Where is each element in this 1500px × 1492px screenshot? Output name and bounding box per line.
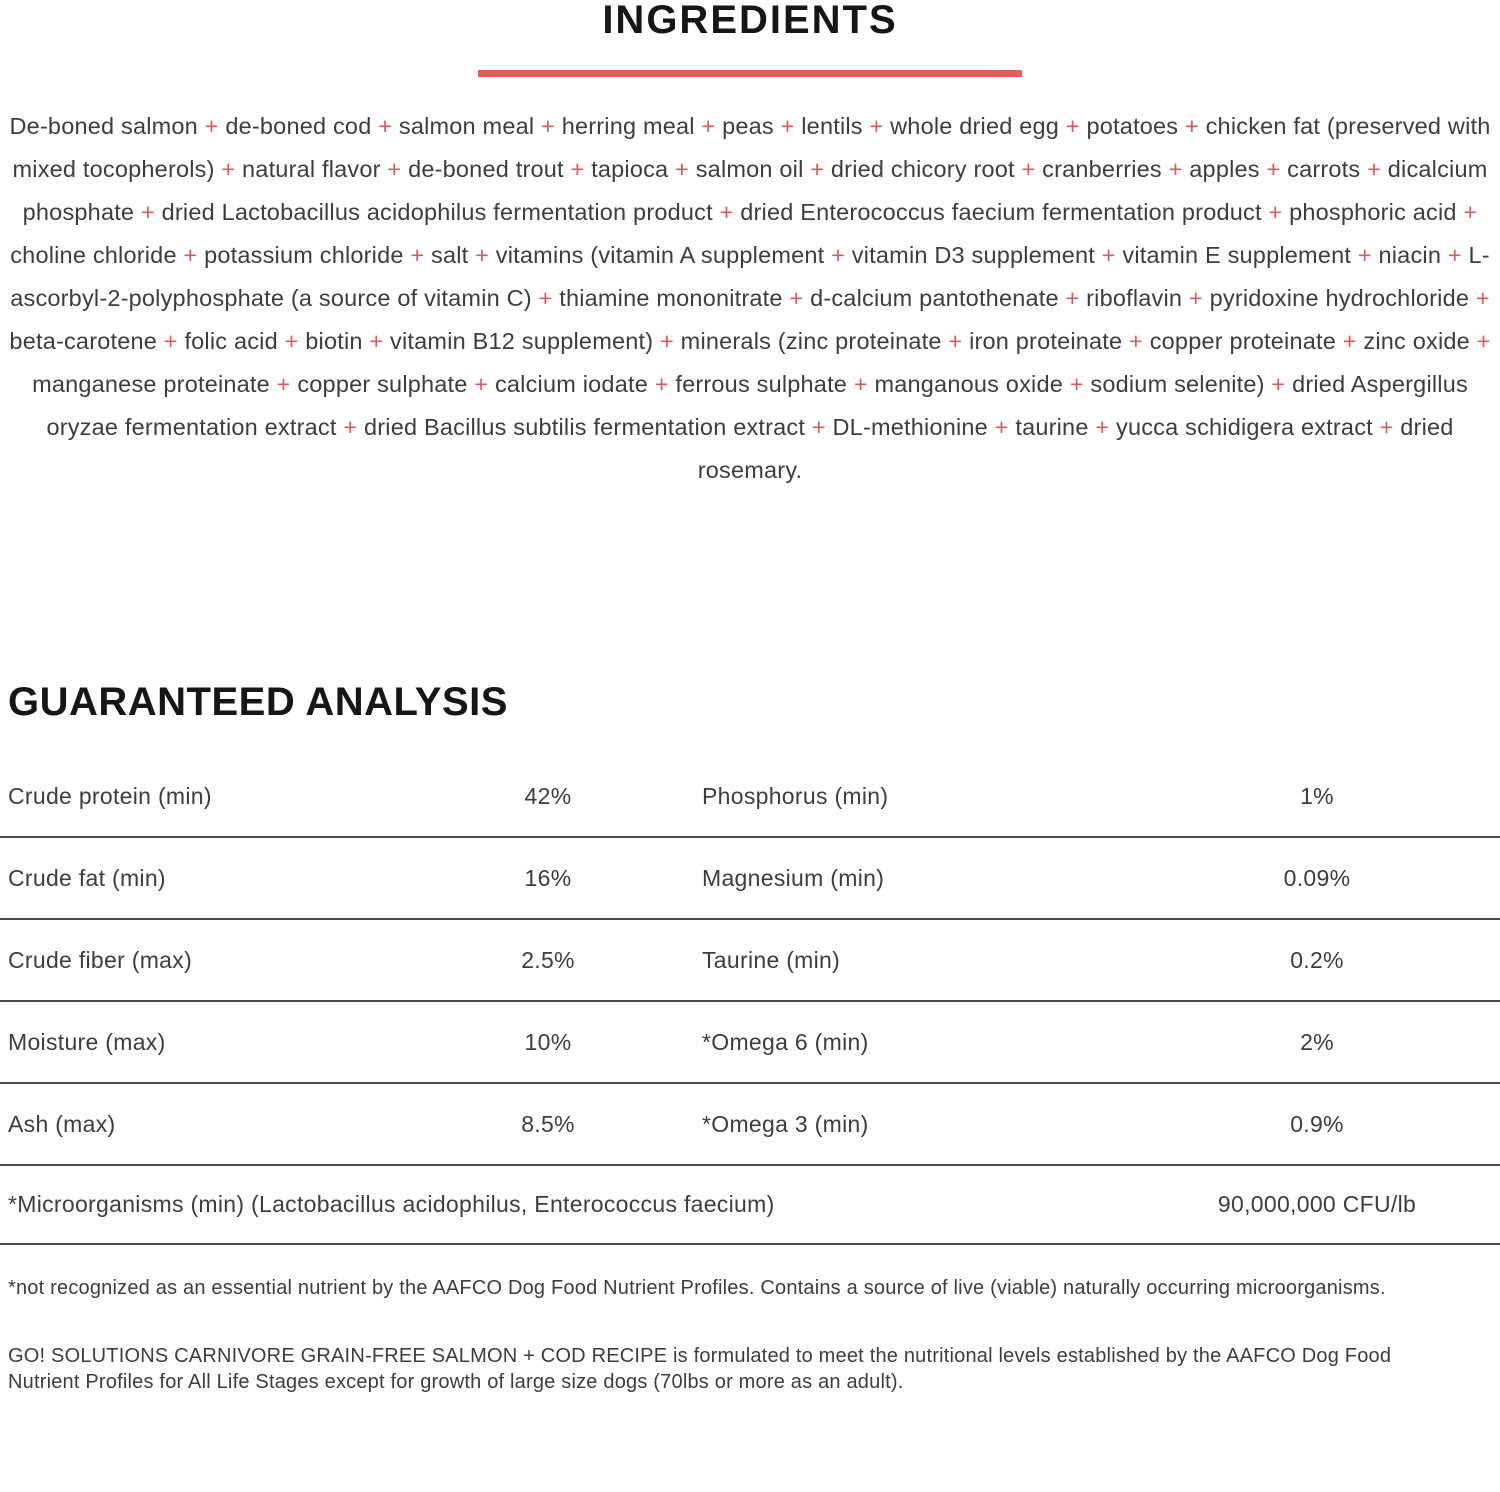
plus-separator: + bbox=[824, 242, 852, 268]
plus-separator: + bbox=[214, 156, 243, 182]
plus-separator: + bbox=[803, 156, 831, 182]
plus-separator: + bbox=[653, 328, 681, 354]
plus-separator: + bbox=[1351, 242, 1379, 268]
nutrient-label: *Omega 3 (min) bbox=[702, 1110, 869, 1137]
plus-separator: + bbox=[336, 414, 364, 440]
asterisk-footnote: *not recognized as an essential nutrient by the AAFCO Dog Food Nutrient Profiles. Contains a source of live (viable) naturally occurring microorganisms. bbox=[8, 1277, 1386, 1299]
nutrient-value: 42% bbox=[524, 782, 572, 809]
plus-separator: + bbox=[1063, 371, 1091, 397]
nutrient-label: Moisture (max) bbox=[8, 1028, 166, 1055]
nutrient-label: *Omega 6 (min) bbox=[702, 1028, 869, 1055]
plus-separator: + bbox=[847, 371, 875, 397]
plus-separator: + bbox=[782, 285, 811, 311]
plus-separator: + bbox=[987, 414, 1016, 440]
plus-separator: + bbox=[1014, 156, 1043, 182]
ingredients-section bbox=[0, 0, 1500, 492]
plus-separator: + bbox=[1058, 285, 1087, 311]
plus-separator: + bbox=[1088, 414, 1116, 440]
plus-separator: + bbox=[1178, 113, 1206, 139]
plus-separator: + bbox=[773, 113, 802, 139]
guaranteed-analysis-section bbox=[0, 682, 1500, 1245]
nutrient-label: Taurine (min) bbox=[702, 946, 841, 973]
plus-separator: + bbox=[1095, 242, 1123, 268]
ingredients-text: De-boned salmon + de-boned cod + salmon meal + herring meal + peas + lentils + whole dried egg + potatoes + chicken fat (preserved with mixed tocopherols) + natural flavor + de-boned trout + tapioca + salmon oil + dried chicory root + cranberries + apples + carrots + dicalcium phosphate + dried Lactobacillus acidophilus fermentation product + dried Enterococcus faecium fermentation product + phosphoric acid + choline chloride + potassium chloride + salt + vitamins (vitamin A supplement + vitamin D3 supplement + vitamin E supplement + niacin + L-ascorbyl-2-polyphosphate (a source of vitamin C) + thiamine mononitrate + d-calcium pantothenate + riboflavin + pyridoxine hydrochloride + beta-carotene + folic acid + biotin + vitamin B12 supplement) + minerals (zinc proteinate + iron proteinate + copper proteinate + zinc oxide + manganese proteinate + copper sulphate + calcium iodate + ferrous sulphate + manganous oxide + sodium selenite) + dried Aspergillus oryzae fermentation extract + dried Bacillus subtilis fermentation extract + DL-methionine + taurine + yucca schidigera extract + dried rosemary. bbox=[9, 113, 1491, 483]
nutrient-value: 10% bbox=[524, 1028, 572, 1055]
plus-separator: + bbox=[468, 242, 496, 268]
nutrient-label: *Microorganisms (min) (Lactobacillus acidophilus, Enterococcus faecium) bbox=[8, 1191, 775, 1217]
nutrient-label: Magnesium (min) bbox=[702, 864, 885, 891]
plus-separator: + bbox=[805, 414, 833, 440]
aafco-statement: GO! SOLUTIONS CARNIVORE GRAIN-FREE SALMON + COD RECIPE is formulated to meet the nutritional levels established by the AAFCO Dog Food Nutrient Profiles for All Life Stages except for growth of large size dogs (70lbs or more as an adult). bbox=[8, 1345, 1392, 1393]
nutrient-value: 1% bbox=[1300, 782, 1334, 809]
plus-separator: + bbox=[380, 156, 409, 182]
plus-separator: + bbox=[1059, 113, 1087, 139]
nutrient-value: 90,000,000 CFU/lb bbox=[1217, 1191, 1417, 1217]
table-row-microorganisms bbox=[0, 1166, 1500, 1245]
nutrient-value: 0.09% bbox=[1283, 864, 1351, 891]
plus-separator: + bbox=[1441, 242, 1469, 268]
nutrient-value: 8.5% bbox=[521, 1110, 575, 1137]
nutrient-label: Crude protein (min) bbox=[8, 782, 212, 809]
table-row bbox=[0, 1084, 1500, 1166]
plus-separator: + bbox=[197, 113, 226, 139]
plus-separator: + bbox=[134, 199, 162, 225]
nutrient-label: Ash (max) bbox=[8, 1110, 116, 1137]
nutrient-value: 0.2% bbox=[1290, 946, 1344, 973]
nutrient-value: 16% bbox=[524, 864, 572, 891]
plus-separator: + bbox=[1182, 285, 1210, 311]
plus-separator: + bbox=[1372, 414, 1401, 440]
nutrient-value: 2.5% bbox=[521, 946, 575, 973]
plus-separator: + bbox=[277, 328, 306, 354]
plus-separator: + bbox=[694, 113, 723, 139]
plus-separator: + bbox=[1360, 156, 1388, 182]
table-row bbox=[0, 756, 1500, 838]
plus-separator: + bbox=[1261, 199, 1290, 225]
nutrient-value: 2% bbox=[1300, 1028, 1334, 1055]
plus-separator: + bbox=[362, 328, 391, 354]
plus-separator: + bbox=[862, 113, 891, 139]
plus-separator: + bbox=[371, 113, 399, 139]
plus-separator: + bbox=[1122, 328, 1150, 354]
plus-separator: + bbox=[668, 156, 696, 182]
plus-separator: + bbox=[563, 156, 592, 182]
plus-separator: + bbox=[403, 242, 432, 268]
nutrient-value: 0.9% bbox=[1290, 1110, 1344, 1137]
table-row bbox=[0, 1002, 1500, 1084]
nutrient-label: Crude fat (min) bbox=[8, 864, 166, 891]
plus-separator: + bbox=[534, 113, 562, 139]
plus-separator: + bbox=[647, 371, 676, 397]
plus-separator: + bbox=[1264, 371, 1293, 397]
nutrient-label: Crude fiber (max) bbox=[8, 946, 193, 973]
ingredients-title: INGREDIENTS bbox=[602, 0, 898, 42]
plus-separator: + bbox=[941, 328, 970, 354]
plus-separator: + bbox=[467, 371, 495, 397]
plus-separator: + bbox=[1469, 328, 1491, 354]
plus-separator: + bbox=[1336, 328, 1364, 354]
analysis-table bbox=[0, 756, 1500, 1245]
red-underline-bar bbox=[478, 70, 1022, 77]
plus-separator: + bbox=[1161, 156, 1190, 182]
table-row bbox=[0, 838, 1500, 920]
plus-separator: + bbox=[531, 285, 560, 311]
plus-separator: + bbox=[269, 371, 298, 397]
plus-separator: + bbox=[712, 199, 741, 225]
plus-separator: + bbox=[176, 242, 205, 268]
guaranteed-analysis-title: GUARANTEED ANALYSIS bbox=[8, 680, 508, 724]
nutrient-label: Phosphorus (min) bbox=[702, 782, 889, 809]
plus-separator: + bbox=[1259, 156, 1288, 182]
table-row bbox=[0, 920, 1500, 1002]
plus-separator: + bbox=[157, 328, 185, 354]
plus-separator: + bbox=[1456, 199, 1478, 225]
plus-separator: + bbox=[1469, 285, 1490, 311]
